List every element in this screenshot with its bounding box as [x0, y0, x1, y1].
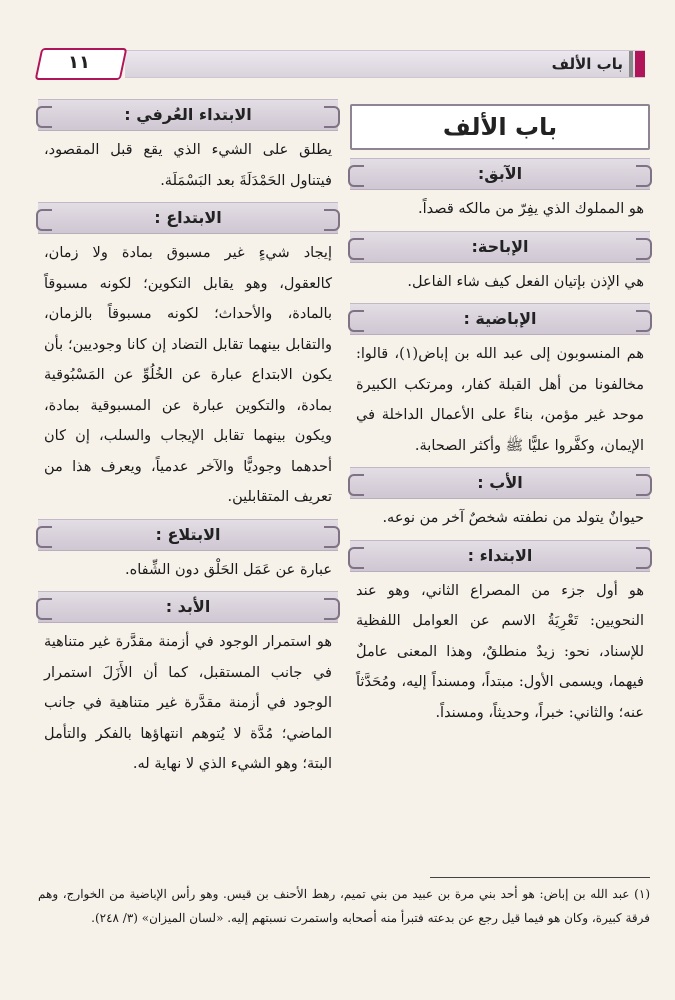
chapter-title: باب الألف — [442, 113, 558, 141]
term-heading — [38, 519, 338, 551]
footnote: (١) عبد الله بن إباض: هو أحد بني مرة بن عبيد من بني تميم، رهط الأحنف بن قيس. وهو رأس الإباضية من الخوارج، وهم فرقة كبيرة، وكان هو فيما قيل رجع عن بدعته فتبرأ منه أصحابه واستمرت نسبتهم إليه. «لسان الميزان» (٣/ ٢٤٨). — [38, 887, 650, 925]
term-label: الأبد : — [165, 597, 211, 616]
chapter-title-box — [350, 104, 650, 150]
term-label: الإباضية : — [463, 309, 537, 328]
header-accent-bar — [635, 51, 645, 77]
term-heading — [350, 158, 650, 190]
running-header — [125, 50, 645, 78]
term-heading — [38, 591, 338, 623]
term-heading — [350, 303, 650, 335]
term-label: الابتداء العُرفي : — [124, 105, 252, 124]
definition-text: هو استمرار الوجود في أزمنة مقدَّرة غير متناهية في جانب المستقبل، كما أن الأَزَلَ استمرار الوجود في أزمنة مقدَّرة غير متناهية في جانب الماضي؛ مُدَّة لا يُتوهم انتهاؤها بالفكر والتأمل البتة؛ وهو الشيء الذي لا نهاية له. — [44, 634, 332, 772]
term-label: الابتلاع : — [155, 524, 221, 544]
term-heading — [38, 99, 338, 131]
header-accent-stripe — [629, 51, 633, 77]
definition-text: حيوانٌ يتولد من نطفته شخصٌ آخر من نوعه. — [382, 510, 644, 526]
term-label: الإباحة: — [471, 236, 529, 256]
term-label: الابتداع : — [154, 208, 222, 227]
definition-text: هي الإذن بإتيان الفعل كيف شاء الفاعل. — [407, 273, 644, 290]
definition-text: هم المنسوبون إلى عبد الله بن إباض(١)، قالوا: مخالفونا من أهل القبلة كفار، ومرتكب الكبيرة موحد غير مؤمن، بناءً على الأعمال الداخلة في الإيمان، وكفَّروا عليًّا ﷺ وأكثر الصحابة. — [356, 346, 644, 454]
term-label: الآبق: — [477, 164, 523, 183]
left-column — [38, 93, 338, 780]
definition-text: إيجاد شيءٍ غير مسبوق بمادة ولا زمان، كالعقول، وهو يقابل التكوين؛ لكونه مسبوقاً بالمادة، والأحداث؛ لكونه مسبوقاً بالزمان، والتقابل بينهما تقابل التضاد إن كانا وجوديين؛ بأن يكون الابتداع عبارة عن الخُلُوِّ عن المَسْبُوقية بمادة، والتكوين عبارة عن المسبوقية بمادة، ويكون بينهما تقابل الإيجاب والسلب، إن كان أحدهما وجوديًّا والآخر عدمياً، ويعرف هذا من تعريف المتقابلين. — [44, 245, 332, 505]
term-heading — [350, 231, 650, 263]
term-label: الابتداء : — [467, 545, 533, 565]
definition-text: هو المملوك الذي يفِرّ من مالكه قصداً. — [418, 201, 644, 217]
term-heading — [350, 540, 650, 572]
term-label: الأب : — [477, 473, 523, 492]
definition-text: هو أول جزء من المصراع الثاني، وهو عند النحويين: تَعْرِيَةُ الاسم عن العوامل اللفظية للإسناد، نحو: زيدٌ منطلقٌ، وهذا المعنى عاملٌ فيهما، ويسمى الأول: مبتداً، ومسنداً إليه، ومُحَدَّثاً عنه؛ والثاني: خبراً، وحديثاً، ومسنداً. — [356, 582, 644, 721]
term-heading — [38, 202, 338, 234]
footnote-divider — [430, 877, 650, 878]
term-heading — [350, 467, 650, 499]
right-column — [350, 100, 650, 728]
page-number: ١١ — [68, 52, 90, 73]
definition-text: يطلق على الشيء الذي يقع قبل المقصود، فيتناول الحَمْدَلَةَ بعد البَسْمَلَة. — [44, 142, 332, 189]
running-header-title: باب الألف — [551, 55, 623, 73]
definition-text: عبارة عن عَمَل الحَلْق دون الشِّفاه. — [125, 561, 332, 578]
